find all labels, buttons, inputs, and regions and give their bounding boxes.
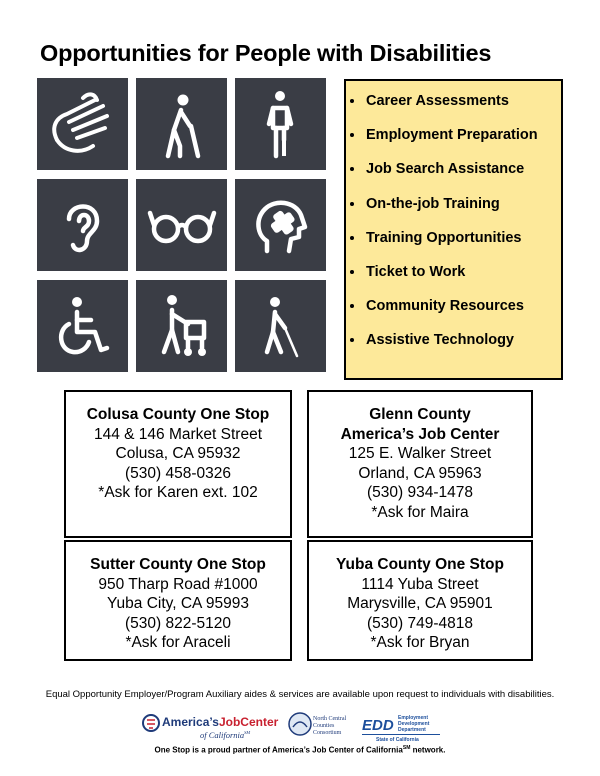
office-yuba <box>307 540 533 661</box>
person-with-white-cane-icon <box>235 280 326 372</box>
office-phone: (530) 934-1478 <box>367 484 473 501</box>
office-address: 950 Tharp Road #1000 <box>98 575 258 593</box>
service-item: Job Search Assistance <box>346 161 561 195</box>
bullet-icon <box>350 236 354 240</box>
office-city: Orland, CA 95963 <box>358 464 482 482</box>
office-address: 144 & 146 Market Street <box>93 425 262 443</box>
svg-text:of CaliforniaSM: of California℠ <box>200 730 251 740</box>
page-title: Opportunities for People with Disabilities <box>40 40 492 66</box>
bullet-icon <box>350 167 354 171</box>
head-bandage-icon <box>235 179 326 271</box>
bullet-icon <box>350 99 354 103</box>
equal-opportunity-statement: Equal Opportunity Employer/Program Auxiliary aides & services are available upon request to individuals with disabilities. <box>45 689 555 700</box>
office-address: 125 E. Walker Street <box>348 445 492 462</box>
office-name: Yuba County One Stop <box>336 556 504 573</box>
office-contact: *Ask for Maira <box>371 503 469 521</box>
office-name-line2: America’s Job Center <box>340 425 500 443</box>
bullet-icon <box>350 270 354 274</box>
partner-statement: One Stop is a proud partner of America’s Job Center of California℠ network. <box>154 745 446 755</box>
bullet-icon <box>350 133 354 137</box>
service-item: Career Assessments <box>346 93 561 127</box>
ncc-logo <box>289 713 346 736</box>
ear-hearing-icon <box>37 179 128 271</box>
person-with-cane-icon <box>136 78 227 170</box>
office-city: Colusa, CA 95932 <box>115 445 241 462</box>
svg-text:Consortium: Consortium <box>313 730 342 736</box>
wheelchair-icon <box>37 280 128 372</box>
office-contact: *Ask for Bryan <box>370 634 470 651</box>
service-item: Community Resources <box>346 298 561 332</box>
office-phone: (530) 458-0326 <box>125 464 231 482</box>
office-name: Sutter County One Stop <box>90 556 266 573</box>
person-with-prosthetic-leg-icon <box>235 78 326 170</box>
office-glenn <box>307 390 533 538</box>
office-phone: (530) 749-4818 <box>367 614 473 632</box>
svg-text:America’sJobCenter: America’sJobCenter <box>162 715 279 729</box>
office-phone: (530) 822-5120 <box>125 614 231 632</box>
office-contact: *Ask for Araceli <box>125 634 231 651</box>
office-colusa <box>64 390 292 538</box>
office-sutter <box>64 540 292 661</box>
office-name-line1: Glenn County <box>369 406 471 423</box>
service-item: Training Opportunities <box>346 230 561 264</box>
office-address: 1114 Yuba Street <box>361 575 479 593</box>
service-item: Employment Preparation <box>346 127 561 161</box>
svg-text:EDD: EDD <box>362 717 394 734</box>
svg-text:North Central: North Central <box>313 716 347 722</box>
person-with-walker-icon <box>136 280 227 372</box>
office-city: Marysville, CA 95901 <box>347 595 493 612</box>
ajcc-logo <box>143 715 279 740</box>
service-item: Assistive Technology <box>346 332 561 366</box>
bullet-icon <box>350 304 354 308</box>
edd-logo <box>362 715 440 743</box>
svg-text:State of California: State of California <box>376 737 419 743</box>
service-item: On-the-job Training <box>346 196 561 230</box>
partner-logos <box>140 707 460 743</box>
services-list <box>344 79 563 380</box>
office-contact: *Ask for Karen ext. 102 <box>98 484 258 501</box>
svg-text:Counties: Counties <box>313 723 335 729</box>
svg-text:Department: Department <box>398 727 426 733</box>
svg-text:Development: Development <box>398 721 430 727</box>
sign-language-icon <box>37 78 128 170</box>
bullet-icon <box>350 202 354 206</box>
office-city: Yuba City, CA 95993 <box>107 595 249 612</box>
bullet-icon <box>350 338 354 342</box>
service-item: Ticket to Work <box>346 264 561 298</box>
office-name: Colusa County One Stop <box>86 406 270 423</box>
svg-text:Employment: Employment <box>398 715 429 721</box>
eyeglasses-icon <box>136 179 227 271</box>
